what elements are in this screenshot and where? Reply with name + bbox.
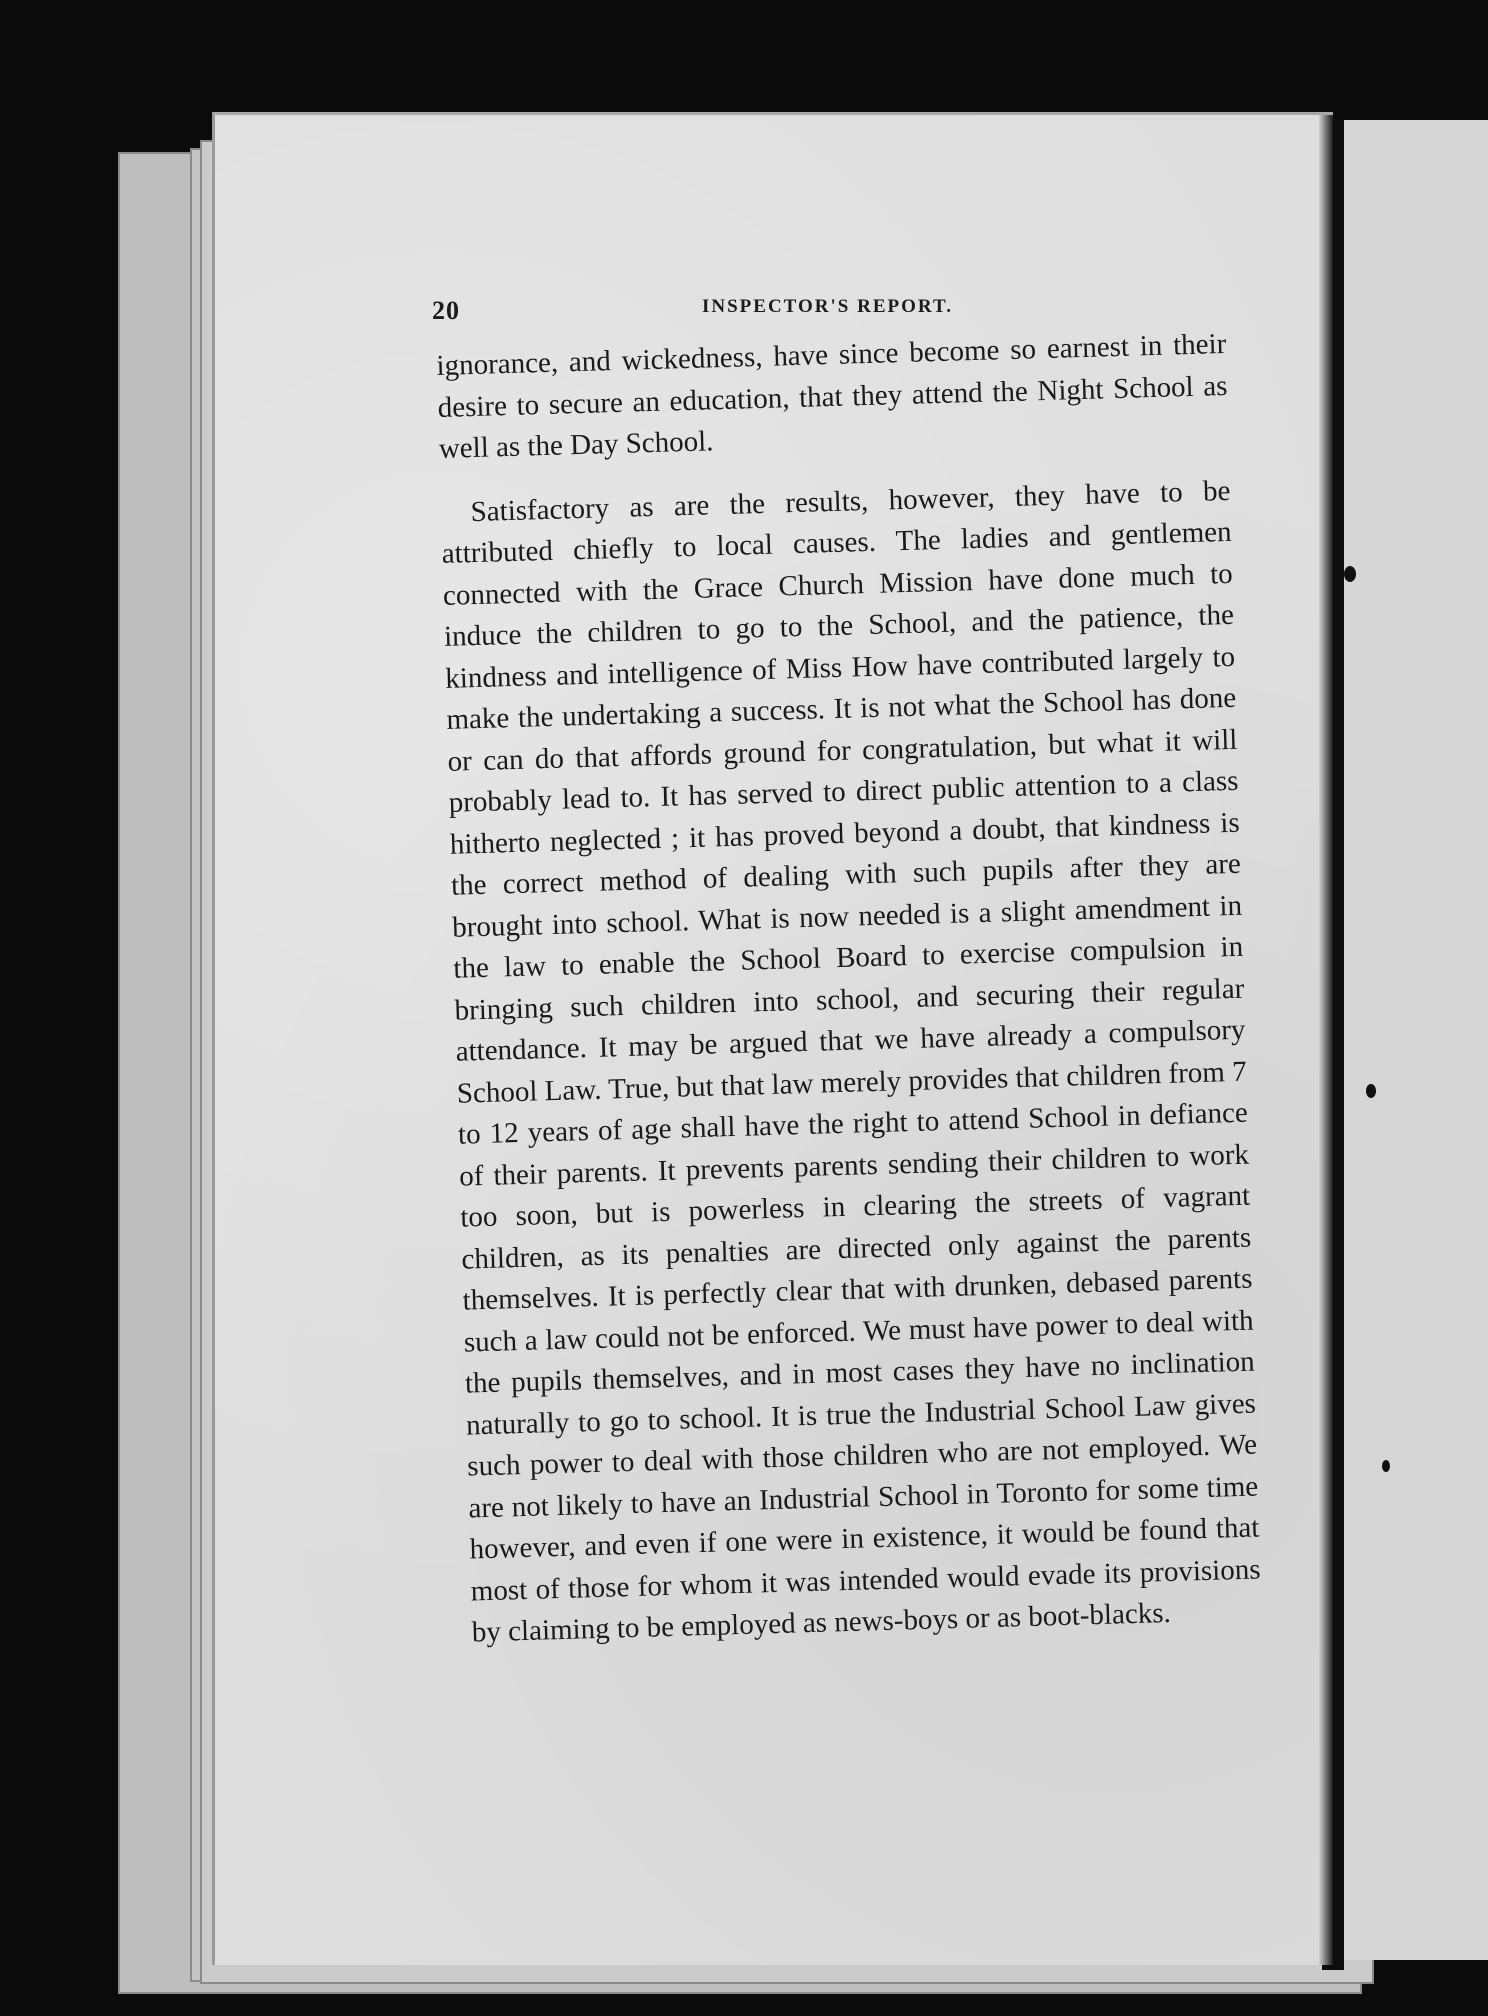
paragraph: ignorance, and wickedness, have since become so earnest in their desire to secure an education, that they attend the Night School as well as the Day School. bbox=[436, 327, 1228, 465]
ink-speck bbox=[1366, 1084, 1376, 1098]
running-head: INSPECTOR'S REPORT. bbox=[702, 296, 953, 317]
ink-speck bbox=[1382, 1460, 1390, 1472]
facing-page bbox=[1340, 120, 1488, 1960]
page-header bbox=[432, 296, 992, 324]
page-number: 20 bbox=[432, 296, 460, 325]
body-text bbox=[436, 324, 1262, 1654]
paragraph: Satisfactory as are the results, however, they have to be attributed chiefly to local causes. The ladies and gentlemen connected with the Grace Church Mission have done much to induce the children to go to the School, and the patience, the kindness and intelligence of Miss How have contributed largely to make the undertaking a success. It is not what the School has done or can do that affords ground for congratulation, but what it will probably lead to. It has served to direct public attention to a class hitherto neglected ; it has proved beyond a doubt, that kindness is the correct method of dealing with such pupils after they are brought into school. What is now needed is a slight amendment in the law to enable the School Board to exercise compulsion in bringing such children into school, and securing their regular attendance. It may be argued that we have already a compulsory School Law. True, but that law merely provides that children from 7 to 12 years of age shall have the right to attend School in defiance of their parents. It prevents parents sending their children to work too soon, but is powerless in clearing the streets of vagrant children, as its penalties are directed only against the parents themselves. It is perfectly clear that with drunken, debased parents such a law could not be enforced. We must have power to deal with the pupils themselves, and in most cases they have no inclination naturally to go to school. It is true the Industrial School Law gives such power to deal with those children who are not employed. We are not likely to have an Industrial School in Toronto for some time however, and even if one were in existence, it would be found that most of those for whom it was intended would evade its provisions by claiming to be employed as news-boys or as boot-blacks. bbox=[441, 474, 1261, 1649]
ink-speck bbox=[1344, 566, 1356, 582]
